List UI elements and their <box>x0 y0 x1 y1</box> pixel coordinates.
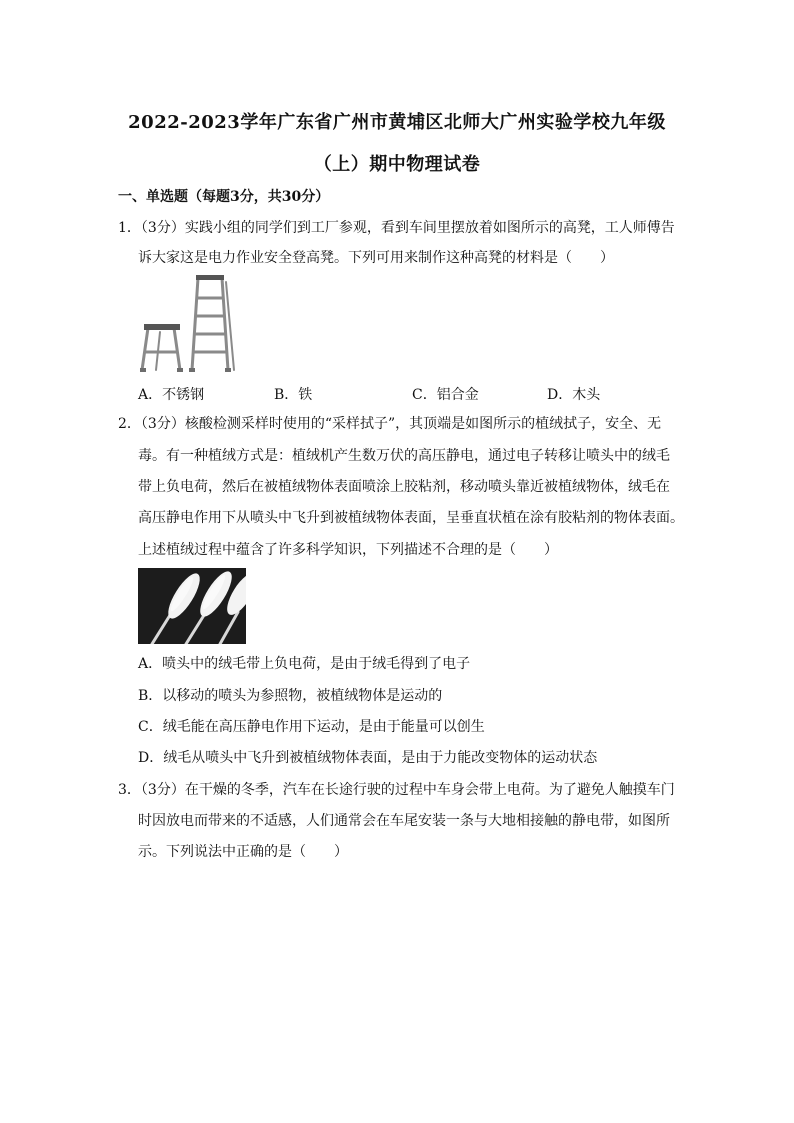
step-stool-figure <box>136 272 246 376</box>
section-heading: 一、单选题（每题3分，共30分） <box>118 189 330 205</box>
question-2-option-d: D．绒毛从喷头中飞升到被植绒物体表面，是由于力能改变物体的运动状态 <box>138 750 598 766</box>
question-1-line-1: 1．（3分）实践小组的同学们到工厂参观，看到车间里摆放着如图所示的高凳，工人师傅告 <box>118 220 675 236</box>
question-2-line-3: 带上负电荷，然后在被植绒物体表面喷涂上胶粘剂，移动喷头靠近被植绒物体，绒毛在 <box>138 479 670 495</box>
question-1-line-2: 诉大家这是电力作业安全登高凳。下列可用来制作这种高凳的材料是（ ） <box>138 250 614 266</box>
question-1-option-b: B．铁 <box>274 387 313 403</box>
question-1-option-d: D．木头 <box>547 387 601 403</box>
question-2-line-1: 2．（3分）核酸检测采样时使用的“采样拭子”，其顶端是如图所示的植绒拭子，安全、无 <box>118 416 662 432</box>
question-3-line-1: 3．（3分）在干燥的冬季，汽车在长途行驶的过程中车身会带上电荷。为了避免人触摸车门 <box>118 782 675 798</box>
flocked-swab-figure <box>138 568 246 644</box>
question-3-line-2: 时因放电而带来的不适感，人们通常会在车尾安装一条与大地相接触的静电带，如图所 <box>138 813 670 829</box>
question-1-option-a: A．不锈钢 <box>138 387 205 403</box>
question-2-option-c: C．绒毛能在高压静电作用下运动，是由于能量可以创生 <box>138 719 485 735</box>
exam-title-line-2: （上）期中物理试卷 <box>313 154 481 175</box>
question-2-line-4: 高压静电作用下从喷头中飞升到被植绒物体表面，呈垂直状植在涂有胶粘剂的物体表面。 <box>138 510 684 526</box>
question-2-line-5: 上述植绒过程中蕴含了许多科学知识，下列描述不合理的是（ ） <box>138 542 558 558</box>
question-2-option-a: A．喷头中的绒毛带上负电荷，是由于绒毛得到了电子 <box>138 656 471 672</box>
question-1-option-c: C．铝合金 <box>412 387 479 403</box>
question-2-option-b: B．以移动的喷头为参照物，被植绒物体是运动的 <box>138 688 443 704</box>
question-2-line-2: 毒。有一种植绒方式是：植绒机产生数万伏的高压静电，通过电子转移让喷头中的绒毛 <box>138 448 670 464</box>
question-3-line-3: 示。下列说法中正确的是（ ） <box>138 844 348 860</box>
exam-title-line-1: 2022-2023学年广东省广州市黄埔区北师大广州实验学校九年级 <box>128 112 666 133</box>
